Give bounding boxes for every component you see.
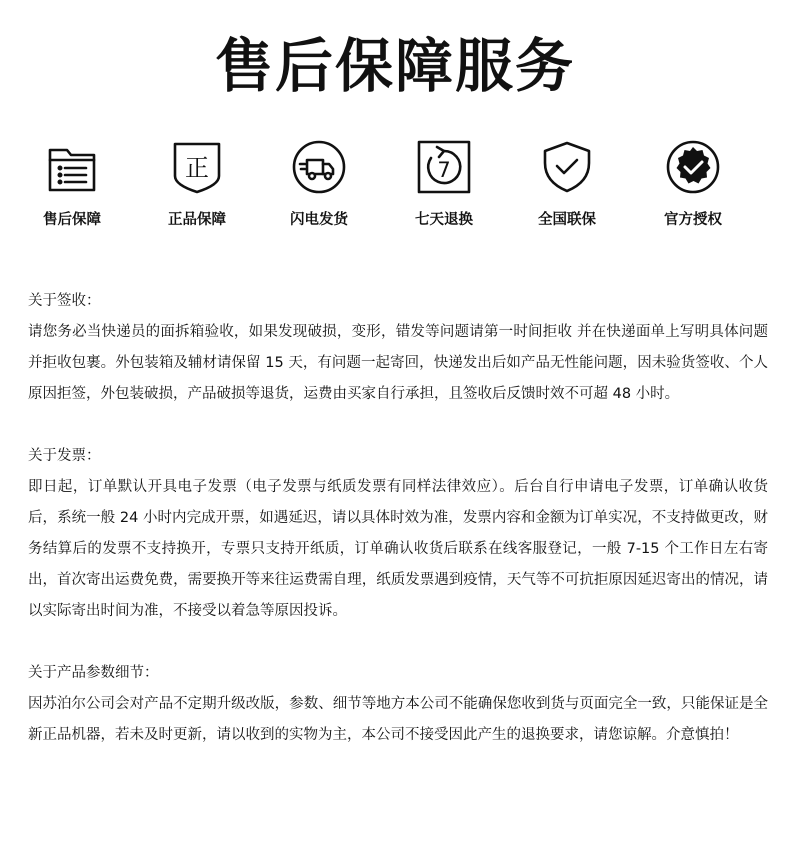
service-item-warranty xyxy=(512,138,622,229)
after-sales-label: 售后保障 xyxy=(43,212,101,228)
section-title: 关于发票： xyxy=(28,448,101,464)
seven-glyph: 7 xyxy=(437,158,451,182)
official-label: 官方授权 xyxy=(664,212,722,228)
section-product-details xyxy=(28,658,768,751)
section-body: 请您务必当快递员的面拆箱验收，如果发现破损，变形，错发等问题请第一时间拒收 并在快递面单上写明具体问题并拒收包裹。外包装箱及辅材请保留 15 天，有问题一起寄回，快递发出后如产品无性能问题，因未验货签收、个人原因拒签，外包装破损，产品破损等退货，运费由买家自行承担，且签收后反馈时效不可超 48 小时。 xyxy=(28,324,768,402)
service-item-official xyxy=(638,138,748,229)
service-item-return xyxy=(389,138,499,229)
seven-day-return-icon xyxy=(415,138,473,196)
policy-content xyxy=(28,286,768,782)
section-body: 即日起，订单默认开具电子发票（电子发票与纸质发票有同样法律效应）。后台自行申请电子发票，订单确认收货后，系统一般 24 小时内完成开票，如遇延迟，请以具体时效为准，发票内容和金额为订单实况，不支持做更改，财务结算后的发票不支持换开，专票只支持开纸质，订单确认收货后联系在线客服登记，一般 7-15 个工作日左右寄出，首次寄出运费免费，需要换开等来往运费需自理，纸质发票遇到疫情，天气等不可抗拒原因延迟寄出的情况，请以实际寄出时间为准，不接受以着急等原因投诉。 xyxy=(28,479,768,619)
section-invoice xyxy=(28,441,768,627)
service-item-genuine xyxy=(142,138,252,229)
section-signing xyxy=(28,286,768,410)
genuine-label: 正品保障 xyxy=(168,212,226,228)
service-item-after-sales xyxy=(17,138,127,229)
after-sales-icon xyxy=(43,138,101,196)
shield-check-icon xyxy=(538,138,596,196)
genuine-icon xyxy=(168,138,226,196)
genuine-glyph: 正 xyxy=(185,154,209,182)
service-icons-row xyxy=(0,138,790,238)
warranty-label: 全国联保 xyxy=(538,212,596,228)
section-title: 关于产品参数细节： xyxy=(28,665,159,681)
section-body: 因苏泊尔公司会对产品不定期升级改版，参数、细节等地方本公司不能确保您收到货与页面完全一致，只能保证是全新正品机器，若未及时更新，请以收到的实物为主，本公司不接受因此产生的退换要求，请您谅解。介意慎拍！ xyxy=(28,696,768,743)
page-title: 售后保障服务 xyxy=(214,32,575,100)
delivery-label: 闪电发货 xyxy=(290,212,348,228)
delivery-truck-icon xyxy=(290,138,348,196)
section-title: 关于签收： xyxy=(28,293,101,309)
official-badge-icon xyxy=(664,138,722,196)
return-label: 七天退换 xyxy=(415,212,473,228)
service-item-delivery xyxy=(264,138,374,229)
